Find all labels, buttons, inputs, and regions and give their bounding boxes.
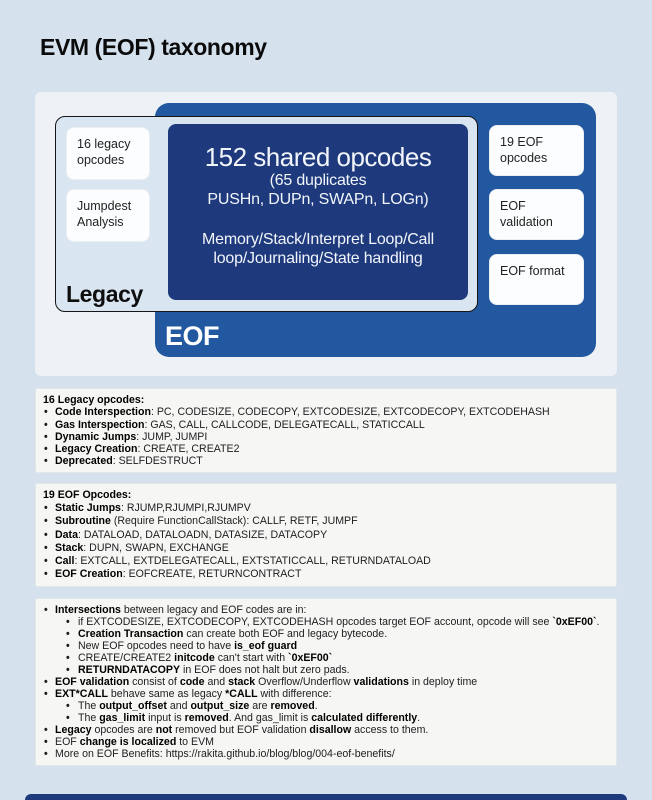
bullet-marker: •	[66, 640, 70, 652]
bullet-item: • Code Interspection: PC, CODESIZE, CODECOPY, EXTCODESIZE, EXTCODECOPY, EXTCODEHASH	[44, 406, 550, 419]
bullet-item: • Gas Interspection: GAS, CALL, CALLCODE, DELEGATECALL, STATICCALL	[44, 418, 425, 431]
bullet-marker: •	[44, 724, 48, 736]
bullet-item: • Legacy opcodes are not removed but EOF validation disallow access to them.	[44, 724, 429, 736]
legacy-chip-16-legacy-opcodes: 16 legacy opcodes	[66, 127, 150, 180]
bullet-item: • The output_offset and output_size are removed.	[66, 700, 318, 712]
section-eof-opcodes	[35, 483, 617, 587]
bullet-marker: •	[44, 555, 48, 568]
section-legacy-opcodes-header: 16 Legacy opcodes:	[43, 394, 145, 406]
bullet-marker: •	[66, 664, 70, 676]
spacer	[168, 209, 468, 231]
bullet-marker: •	[44, 528, 48, 541]
eof-region-label: EOF	[165, 321, 220, 351]
bullet-item: • Stack: DUPN, SWAPN, EXCHANGE	[44, 541, 229, 554]
bullet-marker: •	[44, 568, 48, 581]
bullet-item: • Deprecated: SELFDESTRUCT	[44, 455, 203, 468]
bullet-marker: •	[44, 443, 48, 456]
eof-chip-19-eof-opcodes: 19 EOF opcodes	[489, 125, 584, 176]
next-section-bar-cutoff	[25, 794, 627, 800]
bullet-item: • Subroutine (Require FunctionCallStack): CALLF, RETF, JUMPF	[44, 515, 358, 528]
bullet-marker: •	[44, 430, 48, 443]
bullet-item: • EOF Creation: EOFCREATE, RETURNCONTRACT	[44, 568, 302, 581]
bullet-item: • Call: EXTCALL, EXTDELEGATECALL, EXTSTATICCALL, RETURNDATALOAD	[44, 555, 431, 568]
bullet-marker: •	[44, 748, 48, 760]
bullet-item: • Data: DATALOAD, DATALOADN, DATASIZE, DATACOPY	[44, 528, 328, 541]
section-legacy-opcodes	[35, 388, 617, 473]
bullet-marker: •	[44, 515, 48, 528]
shared-components-line-1: Memory/Stack/Interpret Loop/Call	[202, 231, 434, 248]
bullet-marker: •	[44, 418, 48, 431]
legacy-chip-jumpdest-analysis: Jumpdest Analysis	[66, 189, 150, 242]
bullet-marker: •	[44, 736, 48, 748]
section-eof-notes	[35, 598, 617, 766]
bullet-item: • The gas_limit input is removed. And gas_limit is calculated differently.	[66, 712, 421, 724]
eof-chip-eof-validation: EOF validation	[489, 189, 584, 240]
bullet-item: • More on EOF Benefits: https://rakita.github.io/blog/blog/004-eof-benefits/	[44, 748, 395, 760]
bullet-item: • Legacy Creation: CREATE, CREATE2	[44, 443, 240, 456]
bullet-item: • EOF validation consist of code and stack Overflow/Underflow validations in deploy time	[44, 676, 478, 688]
bullet-marker: •	[44, 688, 48, 700]
taxonomy-diagram	[35, 92, 617, 376]
shared-components-line-2: loop/Journaling/State handling	[213, 249, 423, 267]
shared-duplicates-opcodes: PUSHn, DUPn, SWAPn, LOGn)	[207, 190, 429, 208]
bullet-item: • if EXTCODESIZE, EXTCODECOPY, EXTCODEHASH opcodes target EOF account, opcode will see `0xEF00`.	[66, 616, 600, 628]
bullet-marker: •	[44, 541, 48, 554]
bullet-marker: •	[44, 502, 48, 515]
page-title: EVM (EOF) taxonomy	[40, 34, 267, 60]
bullet-marker: •	[66, 652, 70, 664]
bullet-item: • EXT*CALL behave same as legacy *CALL with difference:	[44, 688, 332, 700]
shared-opcodes-count: 152 shared opcodes	[204, 142, 432, 172]
bullet-item: • Intersections between legacy and EOF codes are in:	[44, 604, 307, 616]
bullet-item: • Static Jumps: RJUMP,RJUMPI,RJUMPV	[44, 502, 251, 515]
bullet-marker: •	[66, 700, 70, 712]
bullet-marker: •	[66, 712, 70, 724]
bullet-item: • EOF change is localized to EVM	[44, 736, 214, 748]
shared-opcodes-box	[168, 124, 468, 300]
bullet-item: • CREATE/CREATE2 initcode can't start with `0xEF00`	[66, 652, 333, 664]
bullet-marker: •	[44, 455, 48, 468]
bullet-marker: •	[44, 604, 48, 616]
section-eof-opcodes-header: 19 EOF Opcodes:	[43, 489, 132, 501]
eof-chip-eof-format: EOF format	[489, 254, 584, 305]
bullet-item: • Creation Transaction can create both EOF and legacy bytecode.	[66, 628, 388, 640]
bullet-marker: •	[44, 406, 48, 419]
bullet-item: • Dynamic Jumps: JUMP, JUMPI	[44, 430, 208, 443]
bullet-marker: •	[44, 676, 48, 688]
bullet-item: • RETURNDATACOPY in EOF does not halt but zero pads.	[66, 664, 350, 676]
bullet-marker: •	[66, 616, 70, 628]
bullet-marker: •	[66, 628, 70, 640]
bullet-item: • New EOF opcodes need to have is_eof guard	[66, 640, 298, 652]
legacy-region-label: Legacy	[66, 281, 143, 307]
shared-duplicates-line: (65 duplicates	[269, 172, 367, 189]
